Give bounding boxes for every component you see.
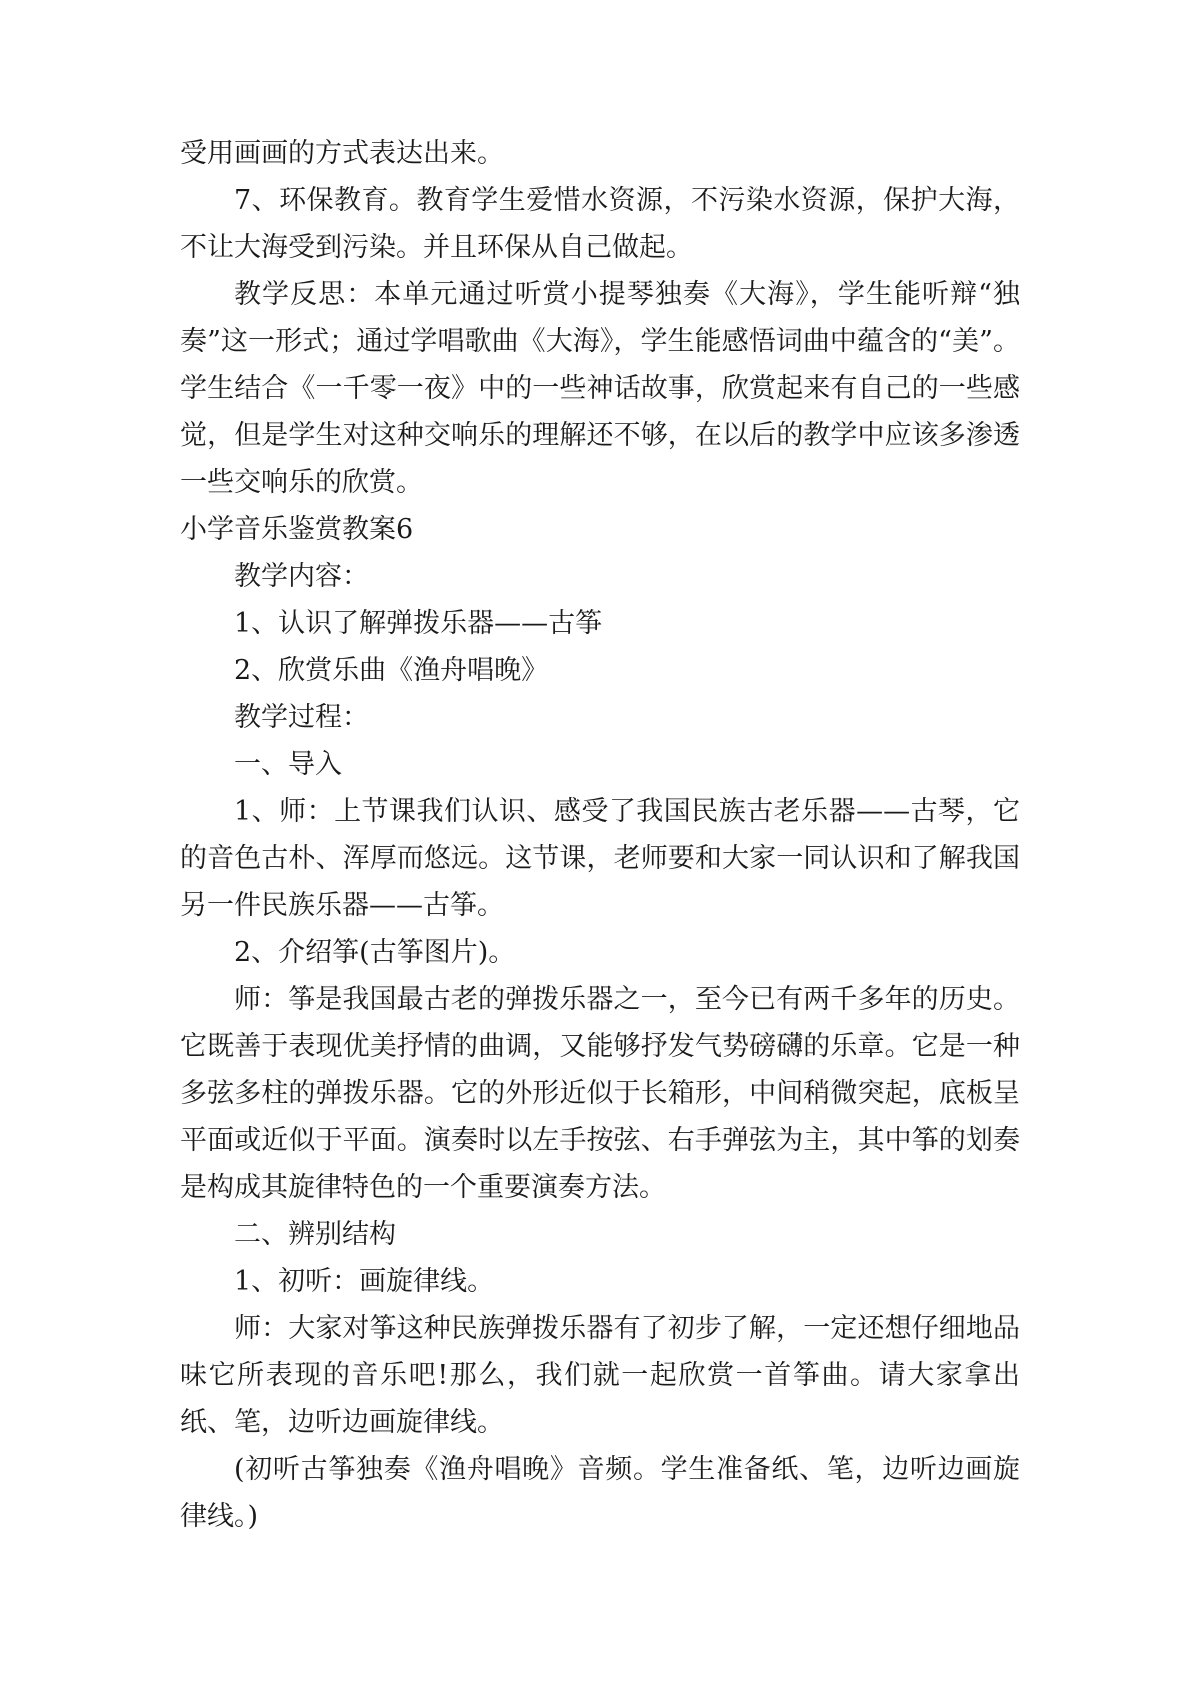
paragraph-content-label: 教学内容：	[234, 561, 369, 592]
paragraph-process-label: 教学过程：	[234, 702, 369, 733]
paragraph-continuation: 受用画画的方式表达出来。	[180, 138, 504, 169]
paragraph-section-intro: 一、导入	[234, 749, 342, 780]
section-title: 小学音乐鉴赏教案6	[180, 514, 414, 545]
paragraph-intro-2: 2、介绍筝(古筝图片)。	[234, 937, 516, 968]
paragraph-reflection: 教学反思：本单元通过听赏小提琴独奏《大海》，学生能听辩“独奏”这一形式；通过学唱歌曲《大海》，学生能感悟词曲中蕴含的“美”。学生结合《一千零一夜》中的一些神话故事，欣赏起来有自己的一些感觉，但是学生对这种交响乐的理解还不够，在以后的教学中应该多渗透一些交响乐的欣赏。	[180, 279, 1020, 498]
paragraph-structure-1: 1、初听：画旋律线。	[234, 1266, 495, 1297]
paragraph-intro-1: 1、师：上节课我们认识、感受了我国民族古老乐器——古琴，它的音色古朴、浑厚而悠远。这节课，老师要和大家一同认识和了解我国另一件民族乐器——古筝。	[180, 796, 1020, 921]
document-body	[180, 130, 1020, 1540]
paragraph-item-7: 7、环保教育。教育学生爱惜水资源，不污染水资源，保护大海，不让大海受到污染。并且环保从自己做起。	[180, 185, 1020, 263]
paragraph-section-structure: 二、辨别结构	[234, 1219, 396, 1250]
paragraph-content-2: 2、欣赏乐曲《渔舟唱晚》	[234, 655, 549, 686]
paragraph-listen-note: (初听古筝独奏《渔舟唱晚》音频。学生准备纸、笔，边听边画旋律线。)	[180, 1454, 1020, 1532]
paragraph-teacher-listen: 师：大家对筝这种民族弹拨乐器有了初步了解，一定还想仔细地品味它所表现的音乐吧!那么，我们就一起欣赏一首筝曲。请大家拿出纸、笔，边听边画旋律线。	[180, 1313, 1020, 1438]
paragraph-teacher-zheng: 师：筝是我国最古老的弹拨乐器之一，至今已有两千多年的历史。它既善于表现优美抒情的曲调，又能够抒发气势磅礴的乐章。它是一种多弦多柱的弹拨乐器。它的外形近似于长箱形，中间稍微突起，底板呈平面或近似于平面。演奏时以左手按弦、右手弹弦为主，其中筝的划奏是构成其旋律特色的一个重要演奏方法。	[180, 984, 1020, 1203]
paragraph-content-1: 1、认识了解弹拨乐器——古筝	[234, 608, 603, 639]
